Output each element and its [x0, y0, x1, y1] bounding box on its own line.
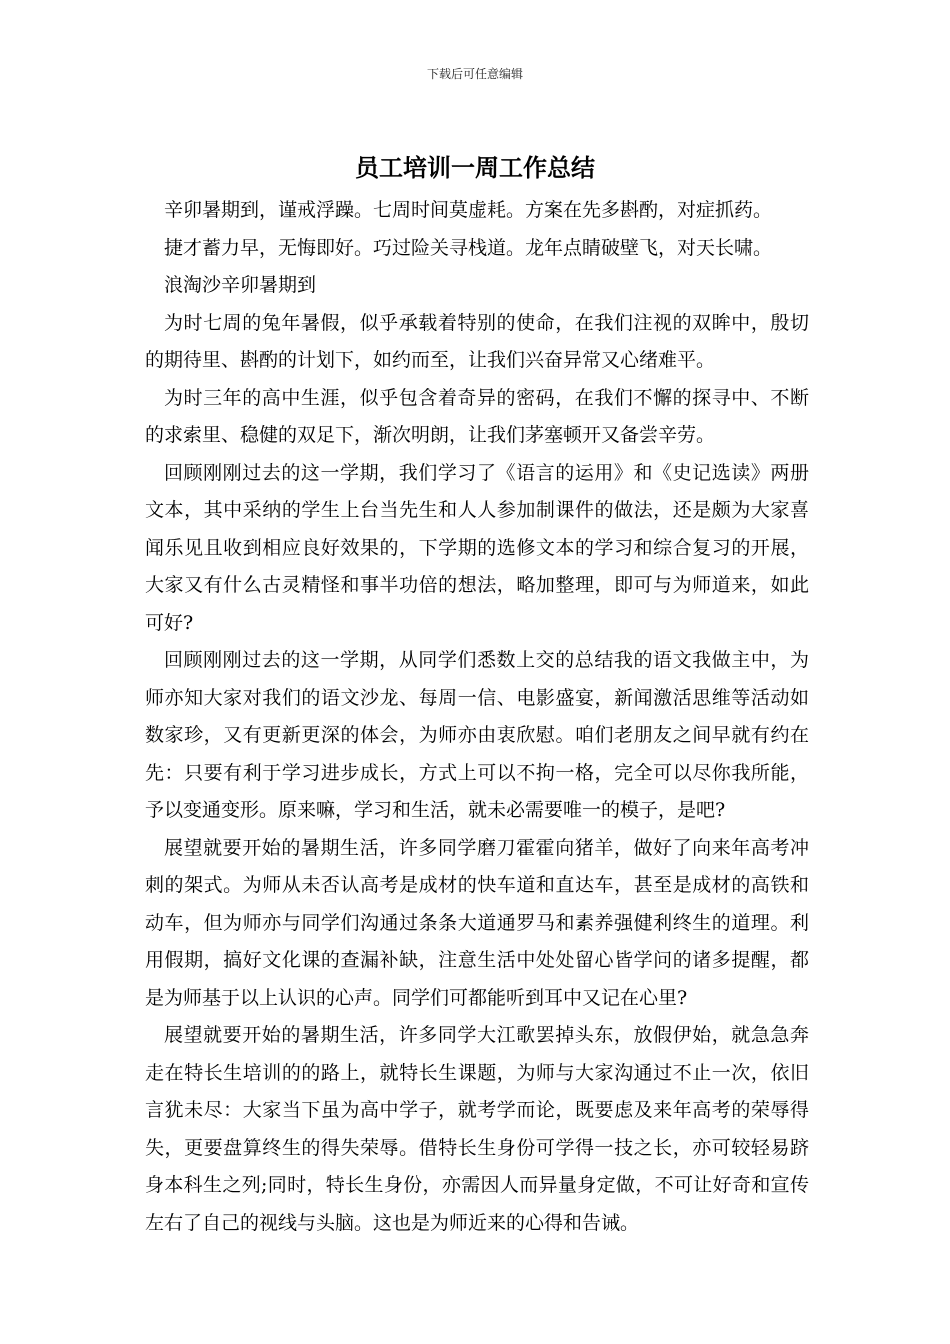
paragraph: 回顾刚刚过去的这一学期，我们学习了《语言的运用》和《史记选读》两册文本，其中采纳的学生上台当先生和人人参加制课件的做法，还是颇为大家喜闻乐见且收到相应良好效果的，下学期的选修文本的学习和综合复习的开展，大家又有什么古灵精怪和事半功倍的想法，略加整理，即可与为师道来，如此可好? [145, 461, 809, 634]
document-title: 员工培训一周工作总结 [355, 153, 595, 182]
paragraph: 浪淘沙辛卯暑期到 [164, 274, 317, 296]
paragraph: 展望就要开始的暑期生活，许多同学磨刀霍霍向猪羊，做好了向来年高考冲刺的架式。为师从未否认高考是成材的快车道和直达车，甚至是成材的高铁和动车，但为师亦与同学们沟通过条条大道通罗马和素养强健利终生的道理。利用假期，搞好文化课的查漏补缺，注意生活中处处留心皆学问的诸多提醒，都是为师基于以上认识的心声。同学们可都能听到耳中又记在心里? [145, 836, 809, 1009]
paragraph: 回顾刚刚过去的这一学期，从同学们悉数上交的总结我的语文我做主中，为师亦知大家对我们的语文沙龙、每周一信、电影盛宴，新闻激活思维等活动如数家珍，又有更新更深的体会，为师亦由衷欣慰。咱们老朋友之间早就有约在先：只要有利于学习进步成长，方式上可以不拘一格，完全可以尽你我所能，予以变通变形。原来嘛，学习和生活，就未必需要唯一的模子，是吧? [145, 649, 809, 821]
document-body [145, 192, 809, 1242]
paragraph: 为时三年的高中生涯，似乎包含着奇异的密码，在我们不懈的探寻中、不断的求索里、稳健的双足下，渐次明朗，让我们茅塞顿开又备尝辛劳。 [145, 386, 809, 446]
paragraph: 展望就要开始的暑期生活，许多同学大江歌罢掉头东，放假伊始，就急急奔走在特长生培训的的路上，就特长生课题，为师与大家沟通过不止一次，依旧言犹未尽：大家当下虽为高中学子，就考学而论，既要虑及来年高考的荣辱得失，更要盘算终生的得失荣辱。借特长生身份可学得一技之长，亦可较轻易跻身本科生之列;同时，特长生身份，亦需因人而异量身定做，不可让好奇和宣传左右了自己的视线与头脑。这也是为师近来的心得和告诫。 [145, 1024, 809, 1234]
paragraph: 为时七周的兔年暑假，似乎承载着特别的使命，在我们注视的双眸中，殷切的期待里、斟酌的计划下，如约而至，让我们兴奋异常又心绪难平。 [145, 311, 809, 371]
paragraph: 辛卯暑期到，谨戒浮躁。七周时间莫虚耗。方案在先多斟酌，对症抓药。 [164, 199, 773, 221]
header-note: 下载后可任意编辑 [426, 67, 523, 81]
paragraph: 捷才蓄力早，无悔即好。巧过险关寻栈道。龙年点睛破壁飞，对天长啸。 [164, 236, 773, 259]
